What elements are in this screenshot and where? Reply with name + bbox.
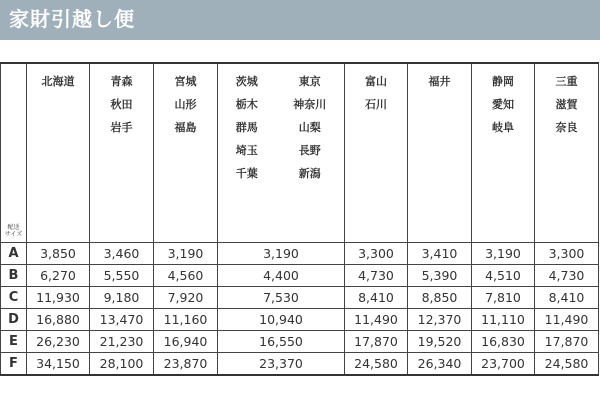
prefecture-name: 愛知 — [492, 98, 514, 111]
price-cell: 9,180 — [90, 287, 154, 309]
price-cell: 11,110 — [472, 309, 535, 331]
size-label: E — [1, 331, 27, 353]
price-cell: 8,410 — [345, 287, 408, 309]
price-cell: 17,870 — [345, 331, 408, 353]
price-cell: 17,870 — [535, 331, 599, 353]
price-cell: 26,340 — [408, 353, 472, 375]
prefecture-name: 岐阜 — [492, 121, 514, 134]
region-header — [408, 63, 472, 243]
size-label: D — [1, 309, 27, 331]
price-cell: 34,150 — [27, 353, 90, 375]
region-header-row — [1, 63, 599, 243]
price-cell: 23,870 — [154, 353, 218, 375]
price-cell: 11,930 — [27, 287, 90, 309]
price-cell: 3,190 — [218, 243, 345, 265]
prefecture-name: 秋田 — [110, 98, 133, 111]
price-cell: 6,270 — [27, 265, 90, 287]
prefecture-name: 奈良 — [555, 121, 578, 134]
price-cell: 7,810 — [472, 287, 535, 309]
price-cell: 11,490 — [345, 309, 408, 331]
table-row — [1, 309, 599, 331]
price-cell: 7,530 — [218, 287, 345, 309]
price-cell: 8,410 — [535, 287, 599, 309]
price-cell: 10,940 — [218, 309, 345, 331]
prefecture-name: 山梨 — [298, 121, 321, 134]
prefecture-name: 石川 — [365, 98, 387, 111]
price-cell: 23,370 — [218, 353, 345, 375]
price-cell: 4,510 — [472, 265, 535, 287]
prefecture-name: 滋賀 — [555, 98, 578, 111]
prefecture-name: 福井 — [428, 75, 451, 88]
price-cell: 8,850 — [408, 287, 472, 309]
price-cell: 3,410 — [408, 243, 472, 265]
price-cell: 23,700 — [472, 353, 535, 375]
price-cell: 3,190 — [472, 243, 535, 265]
size-header-cell — [1, 63, 27, 243]
prefecture-name: 群馬 — [235, 121, 258, 134]
prefecture-name: 長野 — [298, 144, 321, 157]
price-cell: 28,100 — [90, 353, 154, 375]
price-cell: 3,190 — [154, 243, 218, 265]
page-title: 家財引越し便 — [9, 7, 135, 31]
region-header — [90, 63, 154, 243]
prefecture-name: 北海道 — [41, 75, 75, 88]
prefecture-name: 岩手 — [110, 121, 133, 134]
prefecture-name: 埼玉 — [235, 144, 258, 157]
region-header — [472, 63, 535, 243]
prefecture-name: 三重 — [555, 75, 578, 88]
price-cell: 16,940 — [154, 331, 218, 353]
price-cell: 11,160 — [154, 309, 218, 331]
price-cell: 16,880 — [27, 309, 90, 331]
prefecture-name: 東京 — [298, 75, 321, 88]
prefecture-name: 神奈川 — [293, 98, 327, 111]
price-cell: 21,230 — [90, 331, 154, 353]
price-cell: 24,580 — [535, 353, 599, 375]
prefecture-name: 山形 — [174, 98, 197, 111]
price-cell: 4,560 — [154, 265, 218, 287]
prefecture-name: 新潟 — [298, 167, 321, 180]
region-header — [535, 63, 599, 243]
table-row — [1, 265, 599, 287]
prefecture-name: 栃木 — [235, 98, 258, 111]
table-row — [1, 353, 599, 375]
prefecture-name: 富山 — [365, 75, 387, 88]
prefecture-name: 宮城 — [174, 75, 197, 88]
prefecture-name: 千葉 — [235, 167, 258, 180]
price-cell: 5,390 — [408, 265, 472, 287]
table-row — [1, 331, 599, 353]
size-header-label: 配送 サイズ — [4, 224, 23, 238]
price-cell: 11,490 — [535, 309, 599, 331]
price-cell: 3,460 — [90, 243, 154, 265]
table-row — [1, 287, 599, 309]
price-cell: 16,830 — [472, 331, 535, 353]
size-label: C — [1, 287, 27, 309]
title-bar — [0, 0, 600, 40]
region-header — [154, 63, 218, 243]
table-row — [1, 243, 599, 265]
price-cell: 4,400 — [218, 265, 345, 287]
prefecture-name: 青森 — [110, 75, 133, 88]
price-cell: 7,920 — [154, 287, 218, 309]
price-cell: 4,730 — [535, 265, 599, 287]
size-label: A — [1, 243, 27, 265]
prefecture-name: 福島 — [174, 121, 197, 134]
price-cell: 16,550 — [218, 331, 345, 353]
region-header — [218, 63, 345, 243]
price-cell: 12,370 — [408, 309, 472, 331]
size-label: F — [1, 353, 27, 375]
prefecture-name: 静岡 — [492, 75, 514, 88]
price-cell: 4,730 — [345, 265, 408, 287]
price-cell: 5,550 — [90, 265, 154, 287]
price-cell: 24,580 — [345, 353, 408, 375]
price-cell: 3,850 — [27, 243, 90, 265]
price-cell: 3,300 — [345, 243, 408, 265]
region-header — [27, 63, 90, 243]
price-cell: 19,520 — [408, 331, 472, 353]
region-header — [345, 63, 408, 243]
prefecture-name: 茨城 — [235, 75, 258, 88]
price-cell: 26,230 — [27, 331, 90, 353]
price-cell: 3,300 — [535, 243, 599, 265]
price-cell: 13,470 — [90, 309, 154, 331]
size-label: B — [1, 265, 27, 287]
shipping-rate-table — [0, 62, 599, 376]
